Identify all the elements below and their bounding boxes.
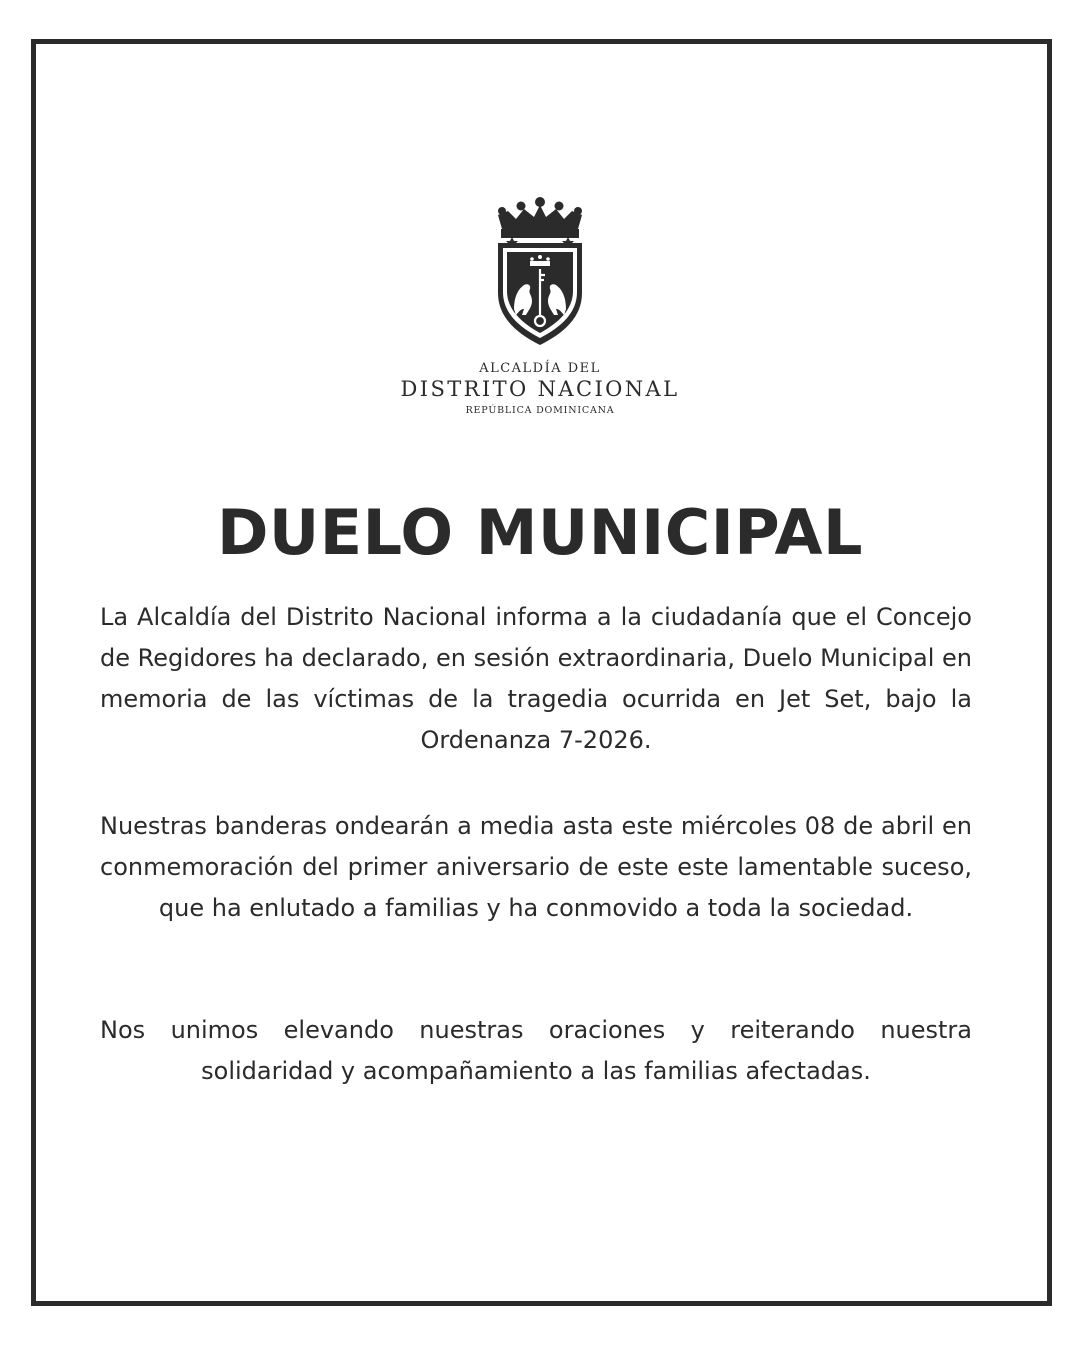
notice-paragraph-3: Nos unimos elevando nuestras oraciones y reiterando nuestra solidaridad y acompañamiento a las familias afectadas. xyxy=(100,1016,972,1085)
org-name-line2: DISTRITO NACIONAL xyxy=(400,377,680,401)
org-name-line3: REPÚBLICA DOMINICANA xyxy=(465,405,615,416)
notice-paragraph-1: La Alcaldía del Distrito Nacional informa a la ciudadanía que el Concejo de Regidores ha declarado, en sesión extraordinaria, Duelo Municipal en memoria de las víctimas de la tragedia ocurrida en Jet Set, bajo la Ordenanza 7-2026. xyxy=(100,603,972,754)
notice-paragraph-2: Nuestras banderas ondearán a media asta este miércoles 08 de abril en conmemoración del primer aniversario de este este lamentable suceso, que ha enlutado a familias y ha conmovido a toda la sociedad. xyxy=(100,812,972,922)
coat-of-arms-icon xyxy=(494,197,586,352)
org-name-line1: ALCALDÍA DEL xyxy=(479,361,601,376)
notice-title: DUELO MUNICIPAL xyxy=(216,496,864,569)
